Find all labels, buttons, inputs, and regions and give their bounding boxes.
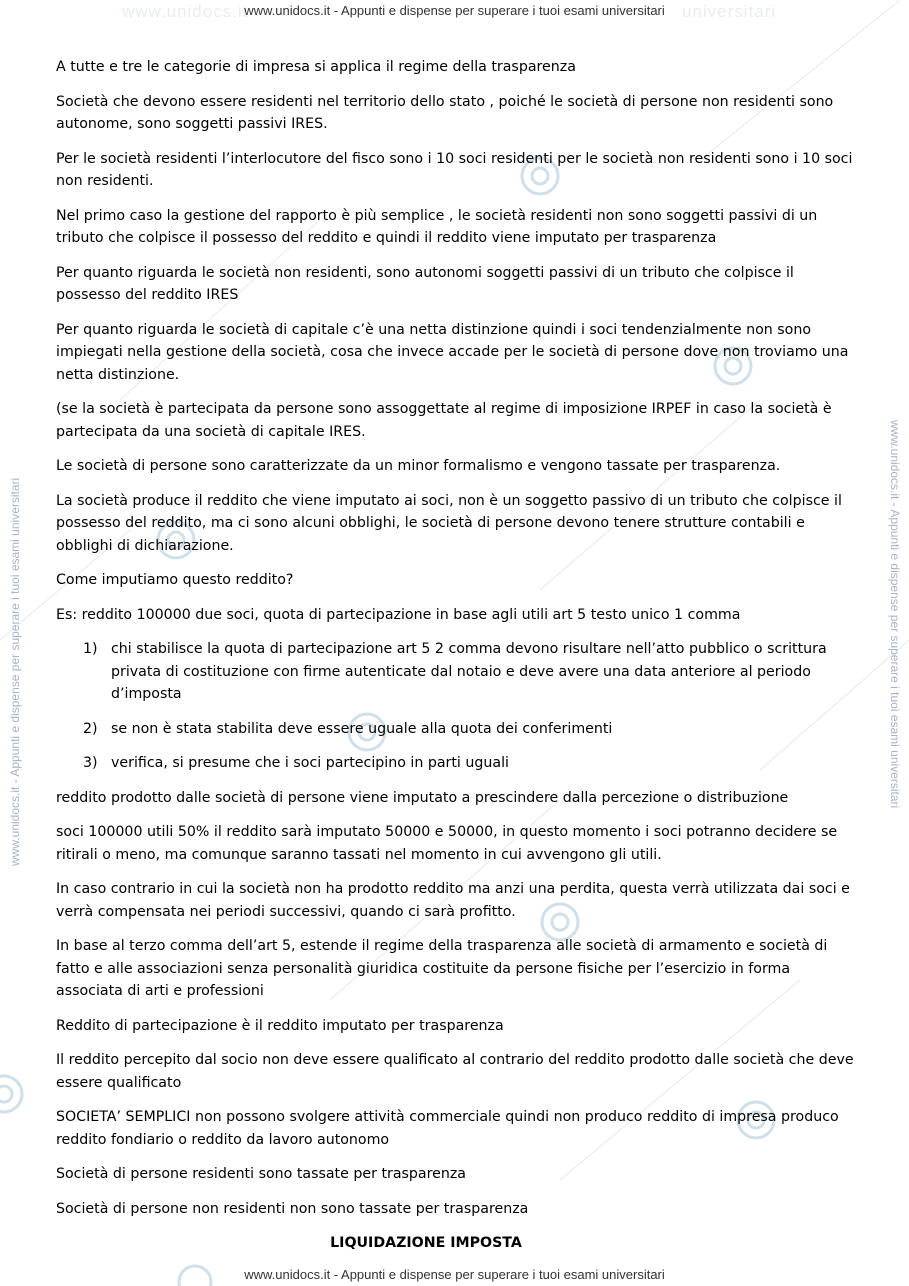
watermark-side-right: www.unidocs.it - Appunti e dispense per superare i tuoi esami universitari [888,420,902,809]
paragraph: Il reddito percepito dal socio non deve essere qualificato al contrario del reddito prodotto dalle società che deve essere qualificato [56,1052,854,1091]
list-number: 2) [83,720,98,737]
list-number: 3) [83,755,98,771]
paragraph: Nel primo caso la gestione del rapporto è più semplice , le società residenti non sono soggetti passivi di un tributo che colpisce il possesso del reddito e quindi il reddito viene imputato per trasparenza [56,207,818,246]
watermark-header: www.unidocs.it - Appunti e dispense per superare i tuoi esami universitari [244,3,665,18]
list-item [56,718,856,741]
document-body [56,56,856,1267]
paragraph: Es: reddito 100000 due soci, quota di partecipazione in base agli utili art 5 testo unico 1 comma [56,606,741,623]
paragraph: Reddito di partecipazione è il reddito imputato per trasparenza [56,1017,504,1034]
paragraph: Società che devono essere residenti nel territorio dello stato , poiché le società di persone non residenti sono autonome, sono soggetti passivi IRES. [56,93,834,132]
list-number: 1) [83,641,98,657]
paragraph: Per le società residenti l’interlocutore del fisco sono i 10 soci residenti per le società non residenti sono i 10 soci non residenti. [56,150,853,189]
paragraph: Società di persone residenti sono tassate per trasparenza [56,1166,467,1182]
paragraph: (se la società è partecipata da persone sono assoggettate al regime di imposizione IRPEF in caso la società è partecipata da una società di capitale IRES. [56,401,832,440]
section-heading: LIQUIDAZIONE IMPOSTA [330,1235,522,1251]
paragraph: A tutte e tre le categorie di impresa si applica il regime della trasparenza [56,59,576,75]
list-text: se non è stata stabilita deve essere uguale alla quota dei conferimenti [111,720,613,737]
watermark-ghost-left: www.unidocs.it [122,2,249,21]
paragraph: Le società di persone sono caratterizzate da un minor formalismo e vengono tassate per trasparenza. [56,458,781,474]
watermark-ghost-right: universitari [682,2,777,21]
paragraph: Come imputiamo questo reddito? [56,572,294,588]
numbered-list [56,638,856,775]
paragraph: Per quanto riguarda le società di capitale c’è una netta distinzione quindi i soci tendenzialmente non sono impiegati nella gestione della società, cosa che invece accade per le società di persone dove non troviamo una netta distinzione. [56,321,849,383]
paragraph: In caso contrario in cui la società non ha prodotto reddito ma anzi una perdita, questa verrà utilizzata dai soci e verrà compensata nei periodi successivi, quando ci sarà profitto. [56,881,850,920]
list-text: verifica, si presume che i soci partecipino in parti uguali [111,755,509,771]
paragraph: soci 100000 utili 50% il reddito sarà imputato 50000 e 50000, in questo momento i soci potranno decidere se ritirali o meno, ma comunque saranno tassati nel momento in cui avvengono gli utili. [56,824,838,863]
list-item [56,638,856,706]
list-text: chi stabilisce la quota di partecipazione art 5 2 comma devono risultare nell’atto pubblico o scrittura privata di costituzione con firme autenticate dal notaio e deve avere una data anteriore al periodo d’imposta [111,641,827,702]
watermark-footer: www.unidocs.it - Appunti e dispense per superare i tuoi esami universitari [244,1267,665,1282]
unidocs-logo-icon [0,1076,22,1112]
paragraph: Per quanto riguarda le società non residenti, sono autonomi soggetti passivi di un tributo che colpisce il possesso del reddito IRES [56,264,794,303]
list-item [56,752,856,775]
watermark-side-left: www.unidocs.it - Appunti e dispense per superare i tuoi esami universitari [8,477,22,866]
paragraph: reddito prodotto dalle società di persone viene imputato a prescindere dalla percezione o distribuzione [56,789,789,806]
paragraph: In base al terzo comma dell’art 5, estende il regime della trasparenza alle società di armamento e società di fatto e alle associazioni senza personalità giuridica costituite da persone fisiche per l’esercizio in forma associata di arti e professioni [56,938,828,999]
paragraph: La società produce il reddito che viene imputato ai soci, non è un soggetto passivo di un tributo che colpisce il possesso del reddito, ma ci sono alcuni obblighi, le società di persone devono tenere strutture contabili e obblighi di dichiarazione. [56,492,842,554]
paragraph: SOCIETA’ SEMPLICI non possono svolgere attività commerciale quindi non produco reddito di impresa produco reddito fondiario o reddito da lavoro autonomo [56,1109,839,1148]
paragraph: Società di persone non residenti non sono tassate per trasparenza [56,1200,529,1217]
